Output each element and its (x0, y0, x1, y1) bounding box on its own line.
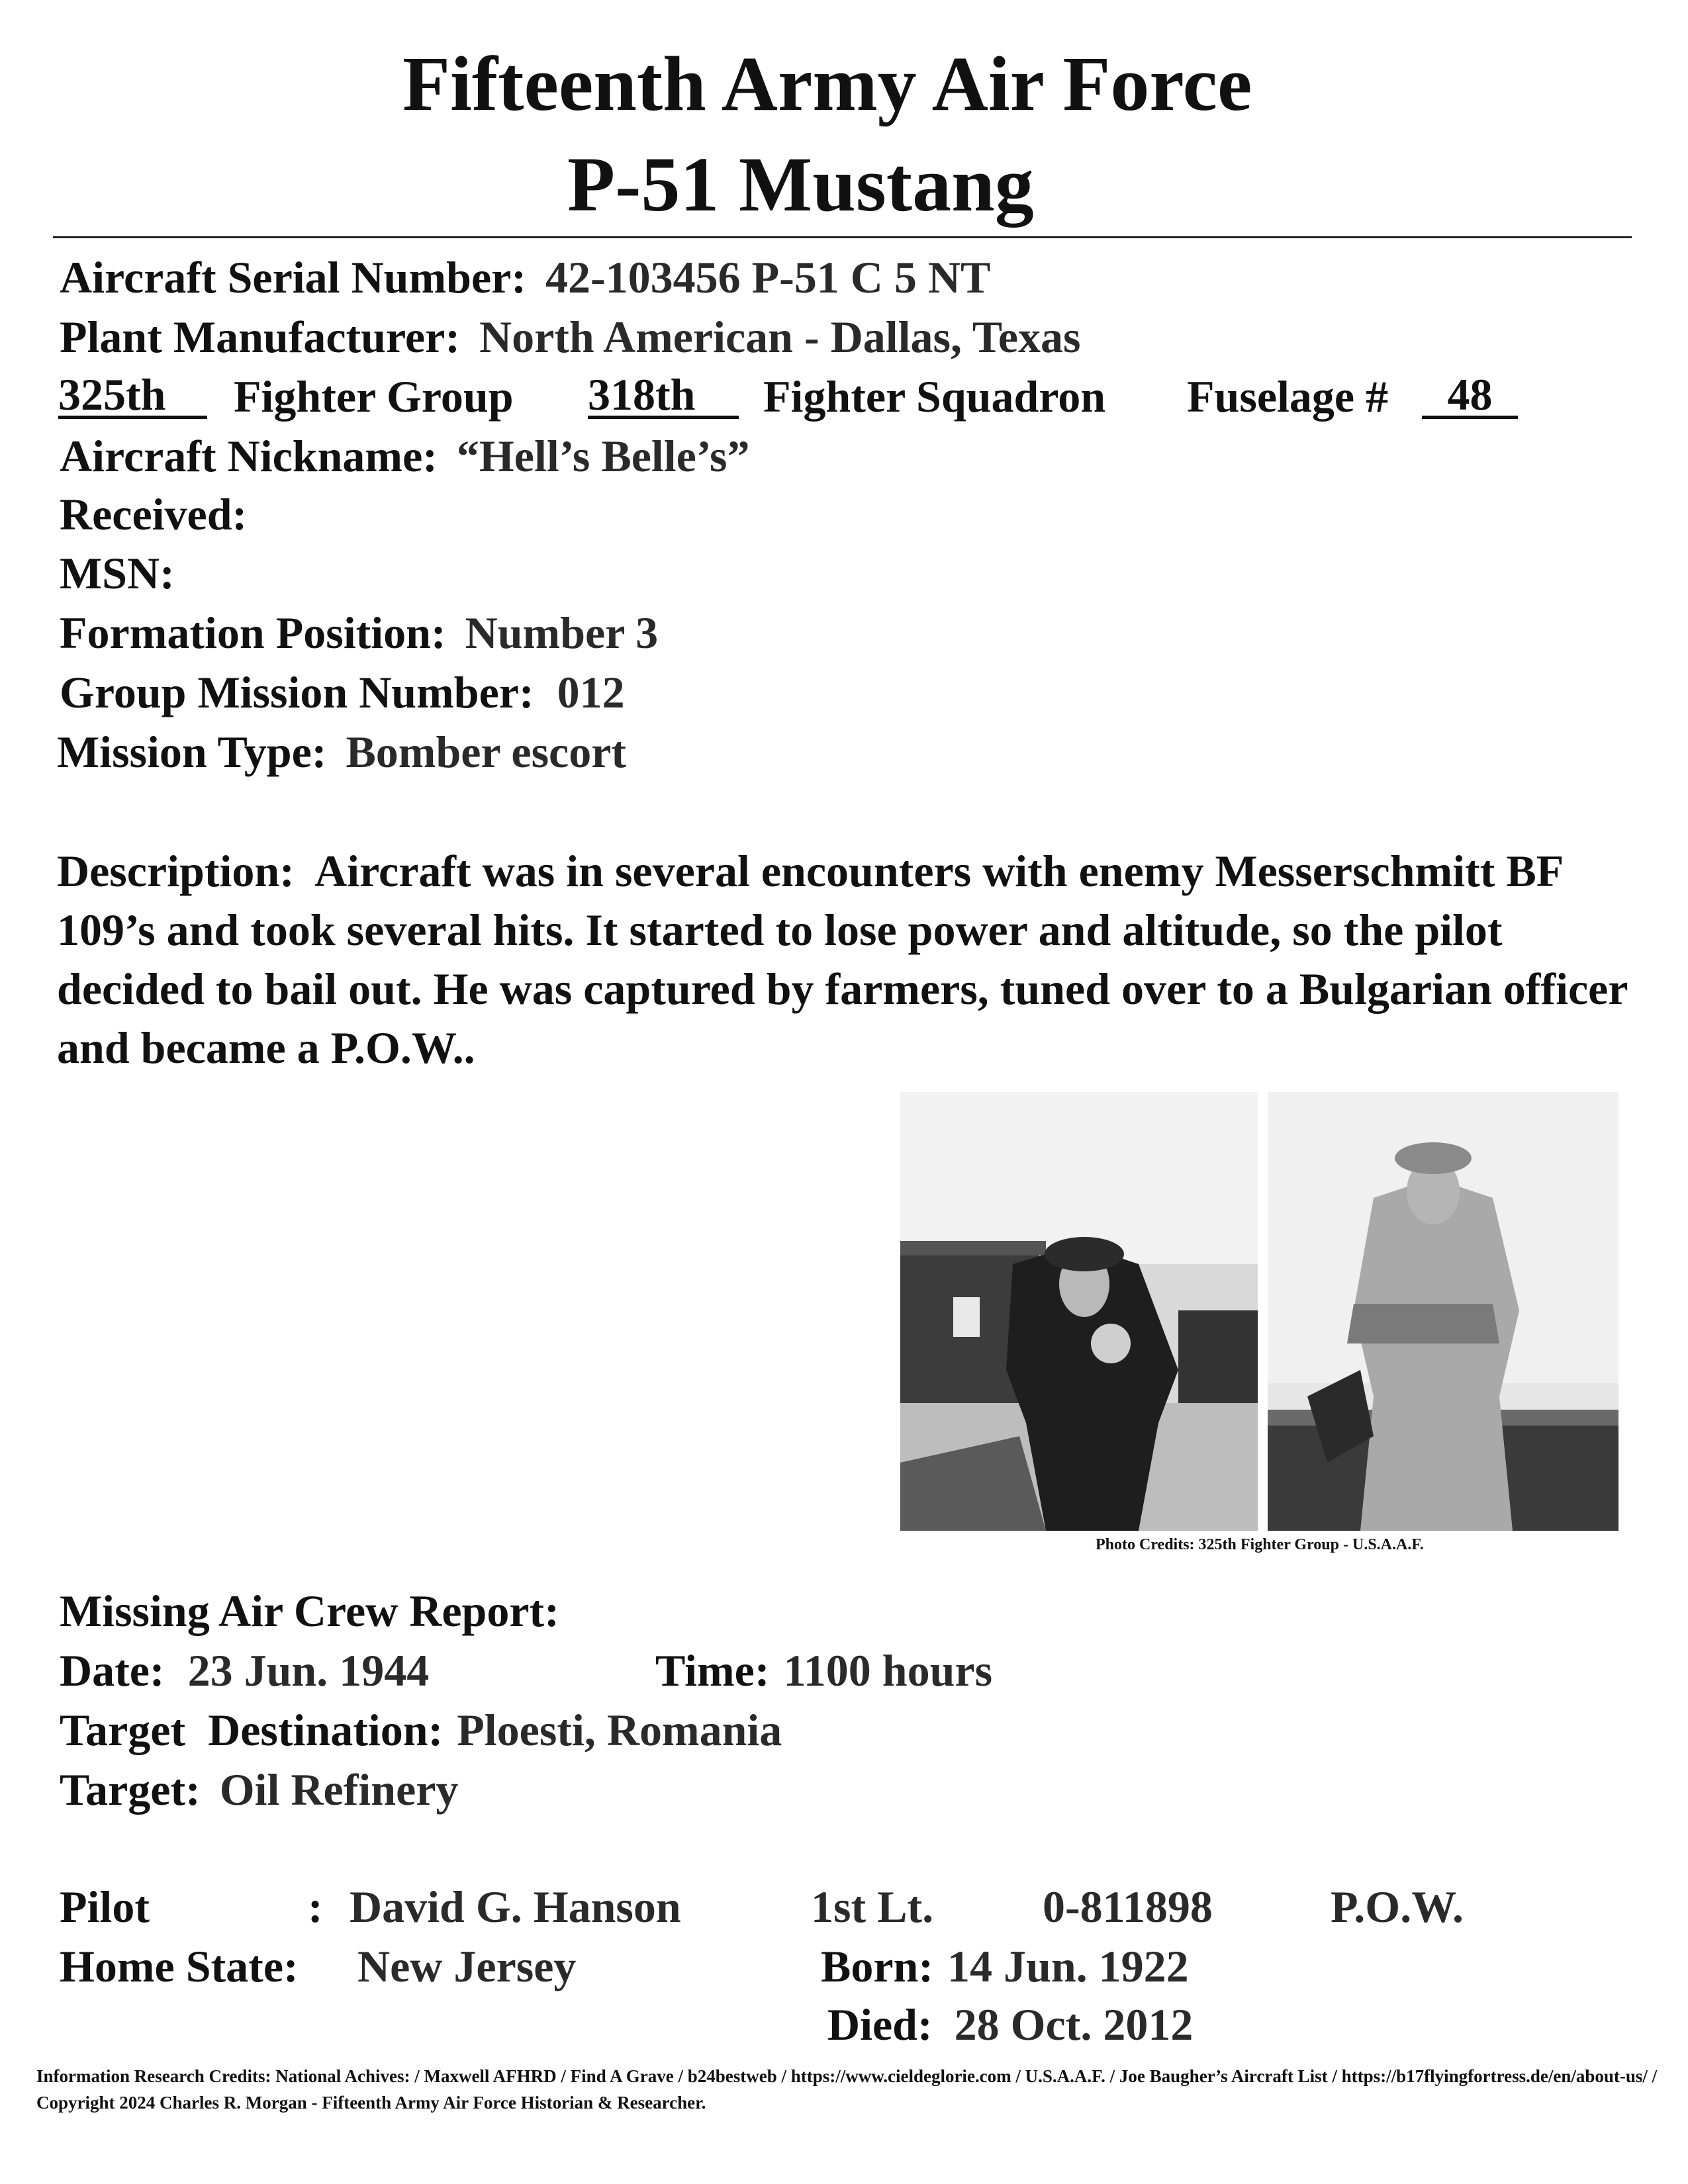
manufacturer-value: North American - Dallas, Texas (479, 312, 1081, 362)
formation-row (60, 608, 659, 658)
group-mission-value: 012 (557, 667, 625, 717)
photo-credit: Photo Credits: 325th Fighter Group - U.S.A.A.F. (1096, 1536, 1424, 1553)
time-row (655, 1645, 993, 1696)
pilot-colon: : (308, 1882, 323, 1932)
nickname-value: “Hell’s Belle’s” (456, 431, 750, 481)
manufacturer-row (60, 312, 1081, 362)
date-value: 23 Jun. 1944 (187, 1645, 430, 1696)
pilot-serial: 0-811898 (1043, 1882, 1213, 1932)
born-value: 14 Jun. 1922 (947, 1941, 1189, 1991)
description-text: Aircraft was in several encounters with enemy Messerschmitt BF 109’s and took several hits. It started to lose power and altitude, so the pilot decided to bail out. He was captured by farmers, tuned over to a Bulgarian officer and became a P.O.W.. (57, 846, 1628, 1073)
mission-type-row (57, 727, 627, 777)
target-label: Target: (60, 1764, 201, 1815)
home-state-value: New Jersey (357, 1941, 577, 1991)
born-label: Born: (821, 1941, 933, 1991)
died-row (827, 1999, 1194, 2050)
group-label: Fighter Group (234, 371, 514, 422)
page-title-line1: Fifteenth Army Air Force (402, 40, 1252, 127)
died-value: 28 Oct. 2012 (954, 1999, 1194, 2050)
time-label: Time: (655, 1645, 770, 1696)
title-divider (53, 236, 1632, 238)
msn-label: MSN: (60, 548, 175, 598)
mission-type-value: Bomber escort (346, 727, 627, 777)
pilot-photo-parachute (1268, 1092, 1618, 1531)
group-value: 325th (58, 374, 207, 419)
squadron-value: 318th (588, 374, 739, 419)
pilot-photo-jacket (900, 1092, 1258, 1531)
page-title-line2: P-51 Mustang (567, 141, 1034, 228)
destination-label: Target Destination: (60, 1705, 444, 1755)
pilot-name: David G. Hanson (350, 1882, 681, 1932)
destination-value: Ploesti, Romania (457, 1705, 782, 1755)
serial-row (60, 252, 991, 302)
fuselage-value: 48 (1422, 374, 1518, 419)
group-mission-row (60, 667, 625, 717)
group-mission-label: Group Mission Number: (60, 667, 534, 717)
destination-row (60, 1705, 782, 1755)
pilot-status: P.O.W. (1331, 1882, 1464, 1932)
nickname-row (60, 431, 750, 481)
formation-label: Formation Position: (60, 608, 446, 658)
received-label: Received: (60, 489, 248, 539)
squadron-label: Fighter Squadron (763, 371, 1106, 422)
date-label: Date: (60, 1645, 165, 1696)
mission-type-label: Mission Type: (57, 727, 327, 777)
fuselage-label: Fuselage # (1187, 371, 1389, 422)
description-label: Description: (57, 846, 295, 896)
pilot-label: Pilot (60, 1882, 150, 1932)
footer-credits: Information Research Credits: National Achives: / Maxwell AFHRD / Find A Grave / b24bestweb / https://www.cieldeglorie.com / U.S.A.A.F. / Joe Baugher’s Aircraft List / https://b17flyingfortress.de/en/about-us/ / Copyright 2024 Charles R. Morgan - Fifteenth Army Air Force Historian & Researcher. (36, 2066, 1658, 2113)
time-value: 1100 hours (783, 1645, 993, 1696)
born-row (821, 1941, 1189, 1991)
description (57, 842, 1659, 1077)
serial-label: Aircraft Serial Number: (60, 252, 526, 302)
formation-value: Number 3 (465, 608, 659, 658)
date-row (60, 1645, 430, 1696)
manufacturer-label: Plant Manufacturer: (60, 312, 460, 362)
target-value: Oil Refinery (219, 1764, 459, 1815)
pilot-rank: 1st Lt. (811, 1882, 934, 1932)
macr-heading: Missing Air Crew Report: (60, 1586, 559, 1636)
home-state-label: Home State: (60, 1941, 299, 1991)
died-label: Died: (827, 1999, 933, 2050)
target-row (60, 1764, 459, 1815)
nickname-label: Aircraft Nickname: (60, 431, 438, 481)
serial-value: 42-103456 P-51 C 5 NT (545, 252, 991, 302)
